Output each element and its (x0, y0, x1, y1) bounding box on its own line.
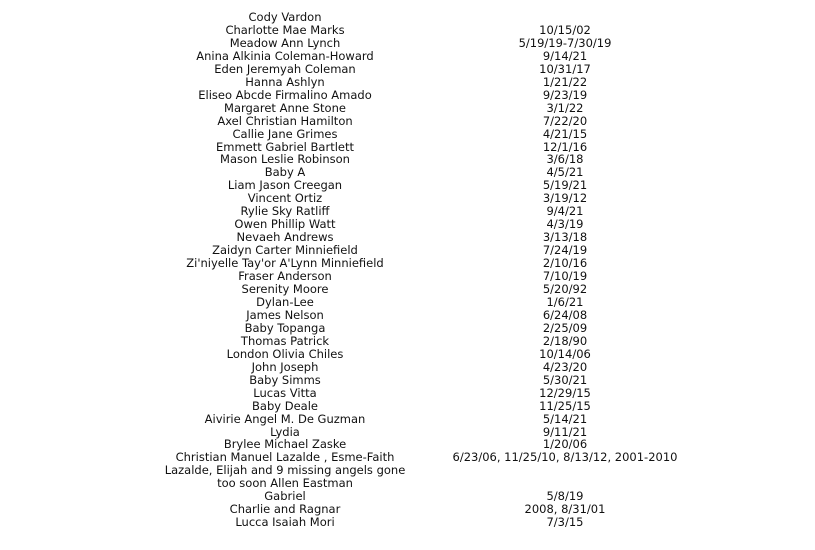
date-entry: 5/19/21 (542, 178, 588, 193)
date-entry: 5/20/92 (542, 282, 588, 297)
name-entry: Charlie and Ragnar (229, 502, 341, 517)
date-entry: 6/23/06, 11/25/10, 8/13/12, 2001-2010 (452, 450, 678, 465)
date-entry: 4/21/15 (542, 126, 588, 141)
name-entry: Vincent Ortiz (247, 191, 323, 206)
date-entry: 10/15/02 (539, 22, 591, 37)
name-entry: Serenity Moore (241, 282, 329, 297)
name-entry: Eden Jeremyah Coleman (214, 61, 356, 76)
date-entry: 1/21/22 (542, 74, 588, 89)
name-entry: Emmett Gabriel Bartlett (216, 139, 354, 154)
name-entry: Gabriel (264, 489, 306, 504)
name-entry: Anina Alkinia Coleman-Howard (196, 48, 374, 63)
date-entry: 9/23/19 (542, 87, 588, 102)
date-entry: 7/10/19 (542, 269, 588, 284)
name-entry: Lucca Isaiah Mori (235, 515, 335, 530)
name-entry: too soon Allen Eastman (217, 476, 353, 491)
name-entry: Baby Topanga (244, 320, 326, 335)
date-entry: 2/25/09 (542, 320, 588, 335)
name-entry: Mason Leslie Robinson (220, 152, 350, 167)
names-column (160, 11, 410, 529)
date-entry: 7/24/19 (542, 243, 588, 258)
name-entry: John Joseph (251, 359, 319, 374)
name-entry: Charlotte Mae Marks (225, 22, 345, 37)
name-entry: Lydia (270, 424, 300, 439)
date-entry: 9/14/21 (542, 48, 588, 63)
date-entry: 2/18/90 (542, 333, 588, 348)
name-entry: Aivirie Angel M. De Guzman (204, 411, 366, 426)
dates-column (440, 11, 690, 529)
name-entry: James Nelson (246, 307, 324, 322)
name-entry: Axel Christian Hamilton (217, 113, 353, 128)
name-entry: Baby Deale (252, 398, 318, 413)
date-entry: 3/6/18 (546, 152, 584, 167)
date-entry: 2/10/16 (542, 256, 588, 271)
name-entry: Rylie Sky Ratliff (240, 204, 330, 219)
name-entry: Brylee Michael Zaske (223, 437, 347, 452)
name-entry: Callie Jane Grimes (232, 126, 338, 141)
date-entry: 10/14/06 (539, 346, 591, 361)
name-entry: Baby A (264, 165, 306, 180)
date-entry: 3/1/22 (546, 100, 584, 115)
name-entry: Liam Jason Creegan (227, 178, 343, 193)
name-entry: London Olivia Chiles (226, 346, 344, 361)
date-entry: 1/20/06 (542, 437, 588, 452)
date-entry: 5/8/19 (546, 489, 584, 504)
name-entry: Baby Simms (249, 372, 321, 387)
date-entry: 12/29/15 (539, 385, 591, 400)
date-entry: 11/25/15 (539, 398, 591, 413)
date-entry: 9/11/21 (542, 424, 588, 439)
name-entry: Fraser Anderson (238, 269, 332, 284)
date-entry: 1/6/21 (546, 294, 584, 309)
name-entry: Owen Phillip Watt (234, 217, 336, 232)
date-entry: 4/23/20 (542, 359, 588, 374)
name-entry: Dylan-Lee (256, 294, 314, 309)
name-entry: Meadow Ann Lynch (229, 35, 341, 50)
date-entry: 3/19/12 (542, 191, 588, 206)
date-entry (440, 464, 690, 477)
date-entry: 7/22/20 (542, 113, 588, 128)
date-entry: 10/31/17 (539, 61, 591, 76)
name-entry: Lucas Vitta (253, 385, 317, 400)
date-entry: 3/13/18 (542, 230, 588, 245)
date-entry: 5/14/21 (542, 411, 588, 426)
date-entry: 5/30/21 (542, 372, 588, 387)
date-entry: 4/5/21 (546, 165, 584, 180)
name-entry: Nevaeh Andrews (236, 230, 334, 245)
name-entry: Hanna Ashlyn (245, 74, 325, 89)
date-entry (440, 11, 690, 24)
date-entry: 9/4/21 (546, 204, 584, 219)
date-entry: 12/1/16 (542, 139, 588, 154)
name-entry: Zaidyn Carter Minniefield (212, 243, 358, 258)
name-entry: Cody Vardon (248, 10, 322, 24)
date-entry: 7/3/15 (546, 515, 584, 530)
date-entry: 4/3/19 (546, 217, 584, 232)
date-entry: 2008, 8/31/01 (524, 502, 606, 517)
name-entry: Lazalde, Elijah and 9 missing angels gone (164, 463, 406, 478)
name-entry: Zi'niyelle Tay'or A'Lynn Minniefield (186, 256, 384, 271)
name-entry: Margaret Anne Stone (224, 100, 346, 115)
name-entry: Eliseo Abcde Firmalino Amado (198, 87, 372, 102)
date-entry: 6/24/08 (542, 307, 588, 322)
name-entry: Thomas Patrick (240, 333, 330, 348)
name-entry: Christian Manuel Lazalde , Esme-Faith (175, 450, 395, 465)
date-entry: 5/19/19-7/30/19 (518, 35, 612, 50)
